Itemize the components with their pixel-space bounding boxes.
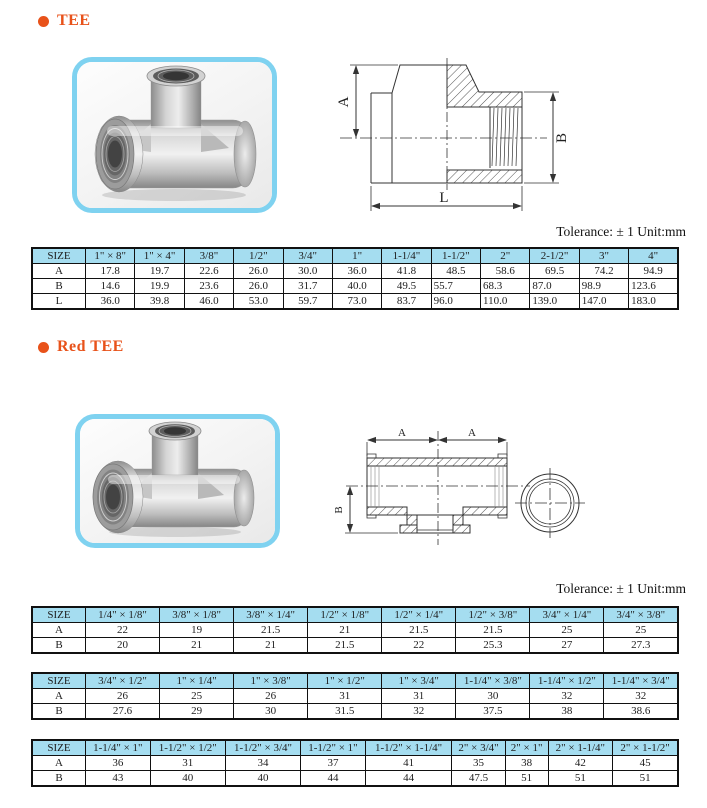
table-header-row <box>32 607 678 623</box>
value-cell: 123.6 <box>629 279 678 294</box>
value-cell: 47.5 <box>452 771 505 787</box>
tolerance-note: Tolerance: ± 1 Unit:mm <box>556 581 686 596</box>
row-label-cell: A <box>32 689 86 704</box>
value-cell: 43 <box>86 771 151 787</box>
size-column-header: 1/2" × 1/8" <box>308 607 382 623</box>
size-column-header: 1/2" × 1/4" <box>382 607 456 623</box>
value-cell: 49.5 <box>382 279 431 294</box>
value-cell: 19.9 <box>135 279 184 294</box>
size-column-header: 1-1/4" <box>382 248 431 264</box>
size-column-header: 1" × 1/2" <box>308 673 382 689</box>
value-cell: 21 <box>308 623 382 638</box>
size-column-header: 1/2" <box>234 248 283 264</box>
value-cell: 25 <box>530 623 604 638</box>
table-row <box>32 623 678 638</box>
table-row <box>32 704 678 720</box>
size-column-header: 3/8" <box>184 248 233 264</box>
value-cell: 58.6 <box>481 264 530 279</box>
table-row <box>32 638 678 654</box>
value-cell: 25 <box>604 623 678 638</box>
value-cell: 27.3 <box>604 638 678 654</box>
red-tee-section-drawing <box>332 425 597 555</box>
value-cell: 31 <box>150 756 225 771</box>
tee-photo <box>77 62 272 208</box>
value-cell: 51 <box>613 771 678 787</box>
value-cell: 68.3 <box>481 279 530 294</box>
dim-label-a2: A <box>468 427 476 439</box>
table-row <box>32 294 678 310</box>
value-cell: 31.5 <box>308 704 382 720</box>
value-cell: 87.0 <box>530 279 579 294</box>
value-cell: 38.6 <box>604 704 678 720</box>
size-column-header: 1" × 4" <box>135 248 184 264</box>
bullet-icon <box>38 342 49 353</box>
value-cell: 23.6 <box>184 279 233 294</box>
size-column-header: 1-1/4" × 1/2" <box>530 673 604 689</box>
table-header-row <box>32 248 678 264</box>
value-cell: 35 <box>452 756 505 771</box>
dim-label-a1: A <box>398 427 406 439</box>
table-row <box>32 689 678 704</box>
value-cell: 22 <box>382 638 456 654</box>
value-cell: 27.6 <box>86 704 160 720</box>
value-cell: 42 <box>548 756 613 771</box>
value-cell: 30.0 <box>283 264 332 279</box>
value-cell: 32 <box>530 689 604 704</box>
tee-section-drawing <box>332 50 592 215</box>
value-cell: 26 <box>234 689 308 704</box>
size-column-header: 3/4" × 3/8" <box>604 607 678 623</box>
value-cell: 139.0 <box>530 294 579 310</box>
row-label-cell: L <box>32 294 86 310</box>
red-tee-dimension-table-3 <box>31 739 679 787</box>
value-cell: 41 <box>365 756 452 771</box>
value-cell: 183.0 <box>629 294 678 310</box>
value-cell: 21.5 <box>382 623 456 638</box>
red-tee-dimension-table-1 <box>31 606 679 654</box>
size-column-header: 1-1/2" × 3/4" <box>225 740 300 756</box>
table-row <box>32 756 678 771</box>
value-cell: 32 <box>382 704 456 720</box>
value-cell: 40 <box>225 771 300 787</box>
value-cell: 147.0 <box>579 294 628 310</box>
size-column-header: 1" <box>332 248 381 264</box>
value-cell: 39.8 <box>135 294 184 310</box>
value-cell: 31.7 <box>283 279 332 294</box>
size-column-header: 2" × 1-1/4" <box>548 740 613 756</box>
row-label-cell: A <box>32 756 86 771</box>
value-cell: 40.0 <box>332 279 381 294</box>
size-column-header: 2" × 3/4" <box>452 740 505 756</box>
value-cell: 74.2 <box>579 264 628 279</box>
value-cell: 40 <box>150 771 225 787</box>
row-label-cell: B <box>32 638 86 654</box>
value-cell: 53.0 <box>234 294 283 310</box>
size-column-header: 1" × 3/8" <box>234 673 308 689</box>
size-column-header: 2" × 1-1/2" <box>613 740 678 756</box>
value-cell: 48.5 <box>431 264 480 279</box>
value-cell: 37 <box>301 756 366 771</box>
size-column-header: 1-1/2" <box>431 248 480 264</box>
value-cell: 38 <box>530 704 604 720</box>
size-column-header: 1-1/2" × 1" <box>301 740 366 756</box>
red-tee-product-photo-illustration <box>80 419 275 543</box>
value-cell: 26 <box>86 689 160 704</box>
value-cell: 110.0 <box>481 294 530 310</box>
value-cell: 41.8 <box>382 264 431 279</box>
tolerance-note: Tolerance: ± 1 Unit:mm <box>556 224 686 239</box>
size-column-header: 3/4" × 1/2" <box>86 673 160 689</box>
value-cell: 21.5 <box>456 623 530 638</box>
dim-label-b: B <box>333 506 345 514</box>
section-title-tee <box>38 12 91 30</box>
value-cell: 36.0 <box>86 294 135 310</box>
size-column-header: 3/4" × 1/4" <box>530 607 604 623</box>
section-title-text: TEE <box>57 12 91 29</box>
value-cell: 32 <box>604 689 678 704</box>
value-cell: 19.7 <box>135 264 184 279</box>
row-label-cell: A <box>32 264 86 279</box>
value-cell: 26.0 <box>234 279 283 294</box>
size-column-header: 1-1/4" × 3/8" <box>456 673 530 689</box>
value-cell: 59.7 <box>283 294 332 310</box>
value-cell: 21 <box>160 638 234 654</box>
value-cell: 20 <box>86 638 160 654</box>
row-label-cell: A <box>32 623 86 638</box>
size-column-header: 3/8" × 1/8" <box>160 607 234 623</box>
value-cell: 34 <box>225 756 300 771</box>
size-column-header: 2" <box>481 248 530 264</box>
size-column-header: 4" <box>629 248 678 264</box>
size-column-header: 3/4" <box>283 248 332 264</box>
value-cell: 38 <box>505 756 548 771</box>
size-header-cell: SIZE <box>32 607 86 623</box>
value-cell: 22.6 <box>184 264 233 279</box>
section-title-text: Red TEE <box>57 338 124 355</box>
value-cell: 44 <box>301 771 366 787</box>
size-column-header: 2" × 1" <box>505 740 548 756</box>
value-cell: 21 <box>234 638 308 654</box>
value-cell: 19 <box>160 623 234 638</box>
size-header-cell: SIZE <box>32 740 86 756</box>
table-row <box>32 771 678 787</box>
bullet-icon <box>38 16 49 27</box>
red-tee-dimension-table-2 <box>31 672 679 720</box>
value-cell: 21.5 <box>234 623 308 638</box>
value-cell: 31 <box>382 689 456 704</box>
size-header-cell: SIZE <box>32 248 86 264</box>
value-cell: 36.0 <box>332 264 381 279</box>
dim-label-l: L <box>439 190 449 206</box>
value-cell: 30 <box>456 689 530 704</box>
value-cell: 22 <box>86 623 160 638</box>
section-title-red-tee <box>38 338 124 356</box>
table-row <box>32 264 678 279</box>
value-cell: 26.0 <box>234 264 283 279</box>
tee-product-photo-illustration <box>77 62 272 208</box>
size-column-header: 3/8" × 1/4" <box>234 607 308 623</box>
table-header-row <box>32 740 678 756</box>
value-cell: 51 <box>548 771 613 787</box>
value-cell: 36 <box>86 756 151 771</box>
value-cell: 83.7 <box>382 294 431 310</box>
size-column-header: 1-1/2" × 1-1/4" <box>365 740 452 756</box>
red-tee-photo-frame <box>75 414 280 548</box>
value-cell: 25 <box>160 689 234 704</box>
value-cell: 31 <box>308 689 382 704</box>
dim-label-b: B <box>554 132 570 144</box>
table-row <box>32 279 678 294</box>
size-column-header: 1" × 3/4" <box>382 673 456 689</box>
tee-dimension-table <box>31 247 679 310</box>
value-cell: 37.5 <box>456 704 530 720</box>
tee-photo-frame <box>72 57 277 213</box>
size-column-header: 1/4" × 1/8" <box>86 607 160 623</box>
value-cell: 96.0 <box>431 294 480 310</box>
value-cell: 55.7 <box>431 279 480 294</box>
size-column-header: 1/2" × 3/8" <box>456 607 530 623</box>
table-header-row <box>32 673 678 689</box>
row-label-cell: B <box>32 279 86 294</box>
value-cell: 73.0 <box>332 294 381 310</box>
size-column-header: 1-1/2" × 1/2" <box>150 740 225 756</box>
value-cell: 98.9 <box>579 279 628 294</box>
red-tee-photo <box>80 419 275 543</box>
dim-label-a: A <box>336 96 352 108</box>
row-label-cell: B <box>32 704 86 720</box>
value-cell: 30 <box>234 704 308 720</box>
row-label-cell: B <box>32 771 86 787</box>
value-cell: 29 <box>160 704 234 720</box>
value-cell: 46.0 <box>184 294 233 310</box>
size-column-header: 1-1/4" × 3/4" <box>604 673 678 689</box>
value-cell: 69.5 <box>530 264 579 279</box>
size-header-cell: SIZE <box>32 673 86 689</box>
value-cell: 51 <box>505 771 548 787</box>
value-cell: 14.6 <box>86 279 135 294</box>
size-column-header: 1" × 1/4" <box>160 673 234 689</box>
value-cell: 45 <box>613 756 678 771</box>
size-column-header: 1-1/4" × 1" <box>86 740 151 756</box>
value-cell: 21.5 <box>308 638 382 654</box>
value-cell: 17.8 <box>86 264 135 279</box>
size-column-header: 2-1/2" <box>530 248 579 264</box>
value-cell: 27 <box>530 638 604 654</box>
value-cell: 25.3 <box>456 638 530 654</box>
size-column-header: 1" × 8" <box>86 248 135 264</box>
value-cell: 44 <box>365 771 452 787</box>
value-cell: 94.9 <box>629 264 678 279</box>
size-column-header: 3" <box>579 248 628 264</box>
